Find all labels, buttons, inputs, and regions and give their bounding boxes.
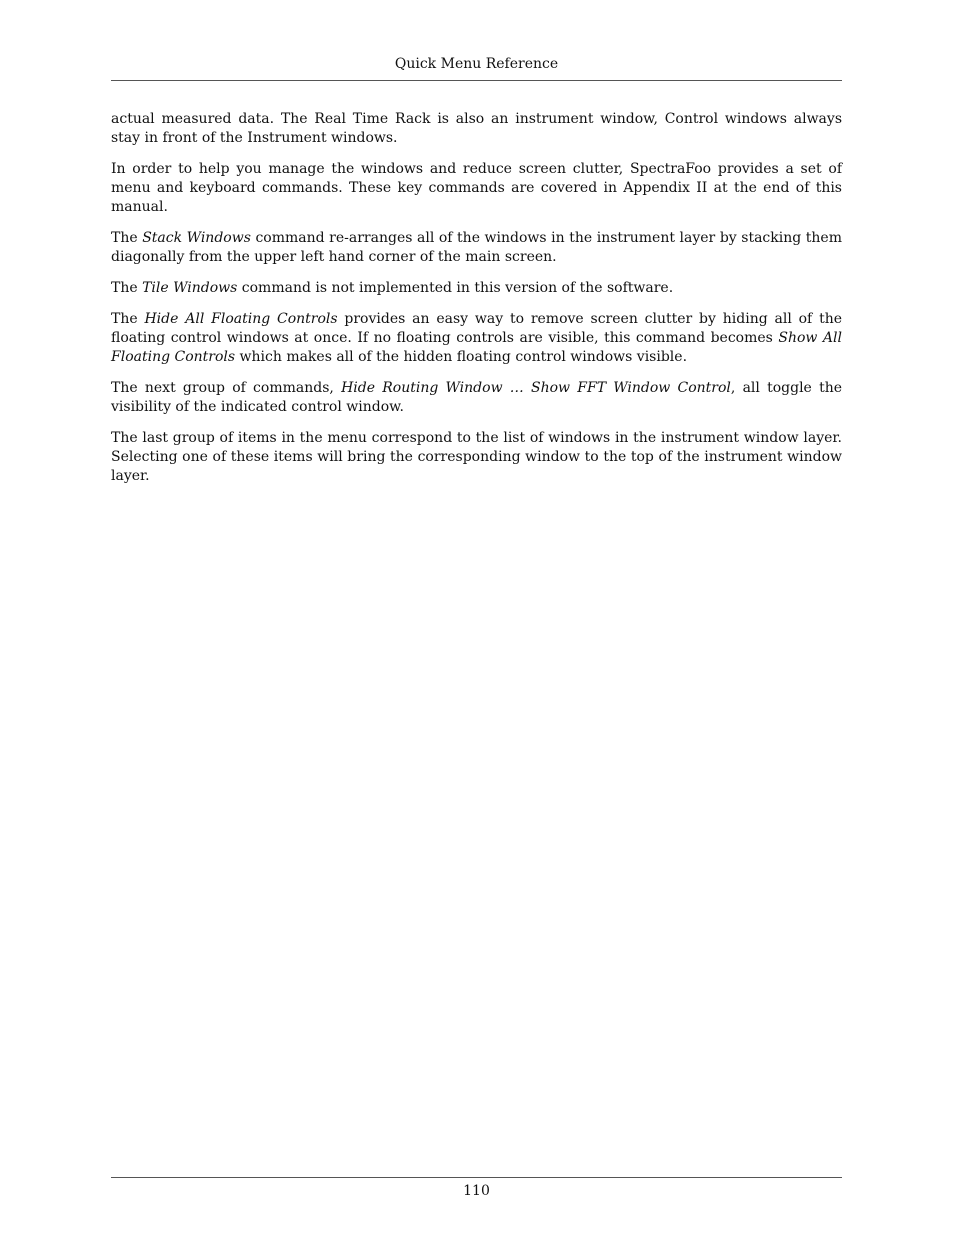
- paragraph-5: [111, 310, 842, 367]
- paragraph-6: [111, 379, 842, 417]
- page-body: [111, 110, 842, 498]
- paragraph-5-middle: provides an easy way to remove screen clutter by hiding all of the floating control windows at once. If no floating controls are visible, this command becomes: [111, 311, 842, 346]
- paragraph-7: [111, 429, 842, 486]
- paragraph-1: [111, 110, 842, 148]
- paragraph-6-before: The next group of commands,: [111, 380, 342, 396]
- paragraph-1-text: actual measured data. The Real Time Rack is also an instrument window, Control windows always stay in front of the Instrument windows.: [111, 111, 842, 146]
- paragraph-2: [111, 160, 842, 217]
- running-header-title: Quick Menu Reference: [394, 56, 559, 72]
- command-stack-windows: Stack Windows: [142, 230, 251, 246]
- command-hide-all-floating-controls: Hide All Floating Controls: [144, 311, 338, 327]
- paragraph-4-before: The: [111, 280, 143, 296]
- page-number: 110: [463, 1183, 490, 1199]
- paragraph-3-before: The: [111, 230, 143, 246]
- page-footer: [111, 1177, 842, 1201]
- command-show-all-floating-controls: Show All Floating Controls: [111, 330, 842, 365]
- paragraph-4: [111, 279, 842, 298]
- paragraph-5-before: The: [111, 311, 145, 327]
- paragraph-7-text: The last group of items in the menu correspond to the list of windows in the instrument window layer. Selecting one of these items will bring the corresponding window to the top of the instrument window layer.: [111, 430, 842, 484]
- paragraph-3-after: command re-arranges all of the windows in the instrument layer by stacking them diagonally from the upper left hand corner of the main screen.: [111, 230, 842, 265]
- paragraph-2-text: In order to help you manage the windows and reduce screen clutter, SpectraFoo provides a set of menu and keyboard commands. These key commands are covered in Appendix II at the end of this manual.: [111, 161, 842, 215]
- page-header: [111, 54, 842, 81]
- paragraph-4-after: command is not implemented in this version of the software.: [237, 280, 674, 296]
- paragraph-6-after: , all toggle the visibility of the indicated control window.: [111, 380, 843, 415]
- command-range-routing-to-fft: Hide Routing Window … Show FFT Window Control: [341, 380, 731, 396]
- command-tile-windows: Tile Windows: [142, 280, 238, 296]
- paragraph-5-after: which makes all of the hidden floating control windows visible.: [235, 349, 688, 365]
- paragraph-3: [111, 229, 842, 267]
